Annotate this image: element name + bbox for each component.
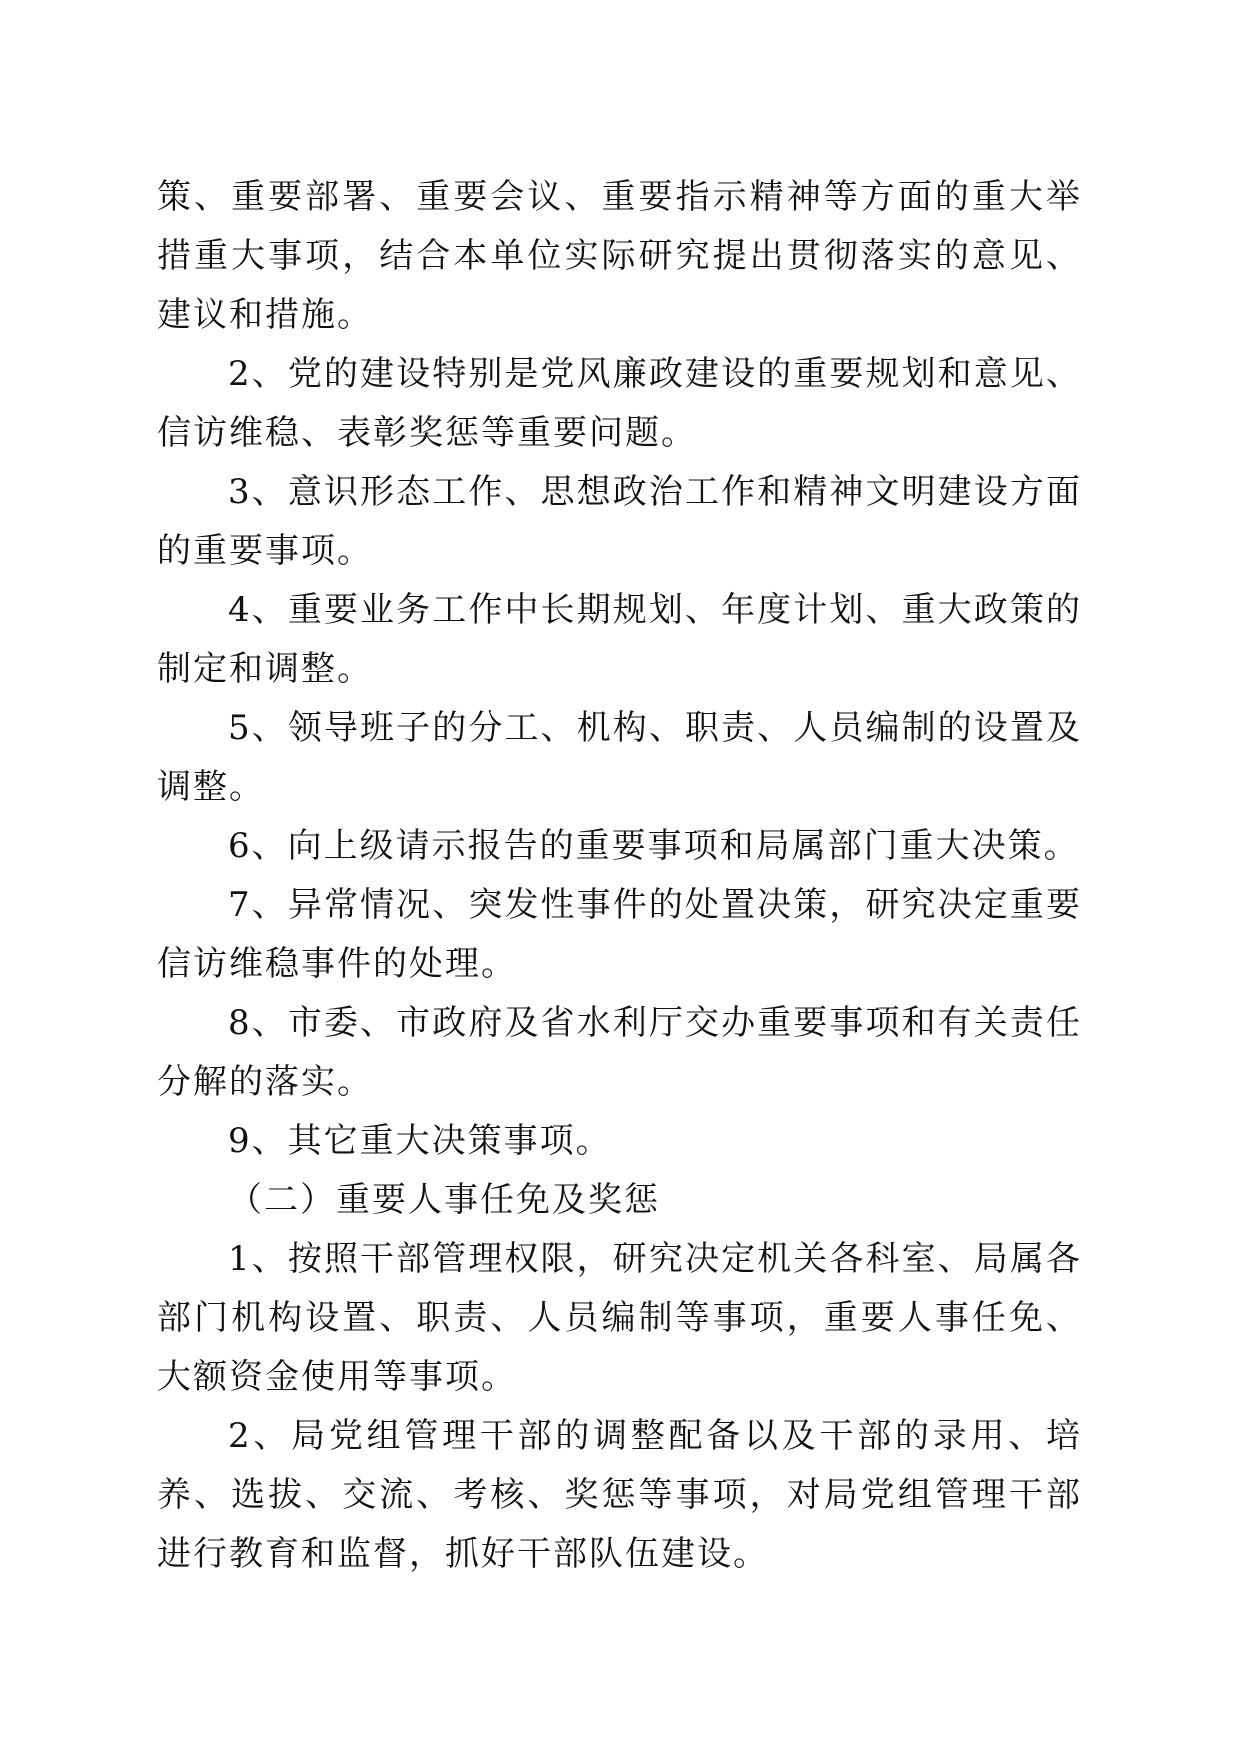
paragraph-section2-item-1: 1、按照干部管理权限，研究决定机关各科室、局属各部门机构设置、职责、人员编制等事项，重要人事任免、大额资金使用等事项。 bbox=[157, 1239, 1082, 1397]
paragraph-section2-item-2: 2、局党组管理干部的调整配备以及干部的录用、培养、选拔、交流、考核、奖惩等事项，对局党组管理干部进行教育和监督，抓好干部队伍建设。 bbox=[157, 1416, 1082, 1574]
paragraph-item-7: 7、异常情况、突发性事件的处置决策，研究决定重要信访维稳事件的处理。 bbox=[157, 885, 1082, 984]
paragraph-continuation: 策、重要部署、重要会议、重要指示精神等方面的重大举措重大事项，结合本单位实际研究提出贯彻落实的意见、建议和措施。 bbox=[157, 177, 1082, 335]
paragraph-item-8: 8、市委、市政府及省水利厅交办重要事项和有关责任分解的落实。 bbox=[157, 1003, 1082, 1102]
paragraph-item-4: 4、重要业务工作中长期规划、年度计划、重大政策的制定和调整。 bbox=[157, 590, 1082, 689]
document-page bbox=[157, 168, 1082, 1584]
paragraph-item-6: 6、向上级请示报告的重要事项和局属部门重大决策。 bbox=[228, 826, 1080, 866]
paragraph-item-2: 2、党的建设特别是党风廉政建设的重要规划和意见、信访维稳、表彰奖惩等重要问题。 bbox=[157, 354, 1082, 453]
section-heading: （二）重要人事任免及奖惩 bbox=[228, 1180, 660, 1220]
paragraph-item-9: 9、其它重大决策事项。 bbox=[228, 1121, 612, 1161]
paragraph-item-5: 5、领导班子的分工、机构、职责、人员编制的设置及调整。 bbox=[157, 708, 1082, 807]
paragraph-item-3: 3、意识形态工作、思想政治工作和精神文明建设方面的重要事项。 bbox=[157, 472, 1082, 571]
